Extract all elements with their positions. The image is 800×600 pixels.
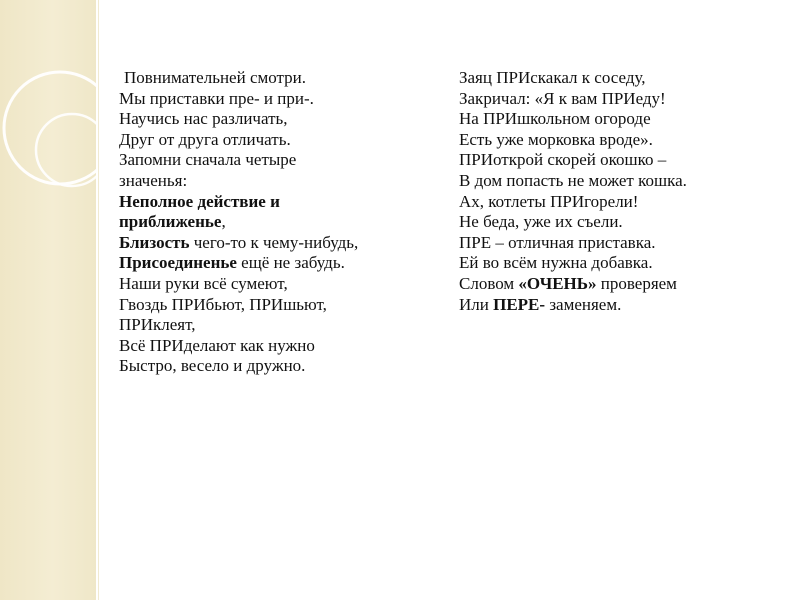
poem-line: Заяц ПРИскакал к соседу,	[459, 68, 646, 87]
line-text: проверяем	[596, 273, 677, 293]
poem-line	[119, 253, 358, 274]
poem-line: Ах, котлеты ПРИгорели!	[459, 191, 639, 211]
poem-line: Запомни сначала четыре	[119, 150, 297, 170]
poem-line-bold: Неполное действие и	[119, 191, 280, 211]
poem-line: Друг от друга отличать.	[119, 129, 291, 149]
poem-line: Не беда, уже их съели.	[459, 212, 623, 232]
bold-term: ПЕРЕ-	[493, 294, 546, 314]
poem-line: ПРИоткрой скорей окошко –	[459, 150, 667, 170]
poem-line: Мы приставки пре- и при-.	[119, 88, 314, 108]
decorative-rings	[0, 0, 98, 600]
poem-line	[459, 274, 687, 295]
bold-term: Близость	[119, 232, 190, 252]
band-divider	[96, 0, 98, 600]
line-text: заменяем.	[545, 294, 622, 314]
line-text: ещё не забудь.	[236, 253, 345, 273]
poem-line: Ей во всём нужна добавка.	[459, 253, 653, 273]
poem-line	[119, 212, 358, 233]
poem-line: Гвоздь ПРИбьют, ПРИшьют,	[119, 294, 327, 314]
poem-line: В дом попасть не может кошка.	[459, 170, 687, 190]
poem-line: ПРЕ – отличная приставка.	[459, 232, 656, 252]
poem-line	[459, 295, 687, 316]
poem-line: Всё ПРИделают как нужно	[119, 335, 315, 355]
line-text: ,	[221, 212, 226, 232]
line-text: Словом	[459, 273, 519, 293]
poem-line: На ПРИшкольном огороде	[459, 109, 651, 129]
poem-line	[119, 233, 358, 254]
poem-line: Научись нас различать,	[119, 109, 288, 129]
poem-line: Есть уже морковка вроде».	[459, 129, 653, 149]
poem-line: Наши руки всё сумеют,	[119, 273, 288, 293]
right-poem	[459, 68, 687, 315]
poem-line: значенья:	[119, 170, 188, 190]
line-text: Или	[459, 294, 494, 314]
poem-line: Быстро, весело и дружно.	[119, 356, 306, 376]
bold-term: Присоединенье	[119, 253, 237, 273]
poem-line: Повнимательней смотри.	[124, 68, 307, 87]
poem-line: Закричал: «Я к вам ПРИеду!	[459, 88, 666, 108]
decorative-ring-large	[4, 72, 98, 184]
line-text: чего-то к чему-нибудь,	[189, 232, 359, 252]
poem-line: ПРИклеят,	[119, 315, 196, 335]
bold-term: «ОЧЕНЬ»	[518, 273, 597, 293]
left-poem	[119, 68, 358, 377]
bold-term: приближенье	[119, 212, 222, 232]
